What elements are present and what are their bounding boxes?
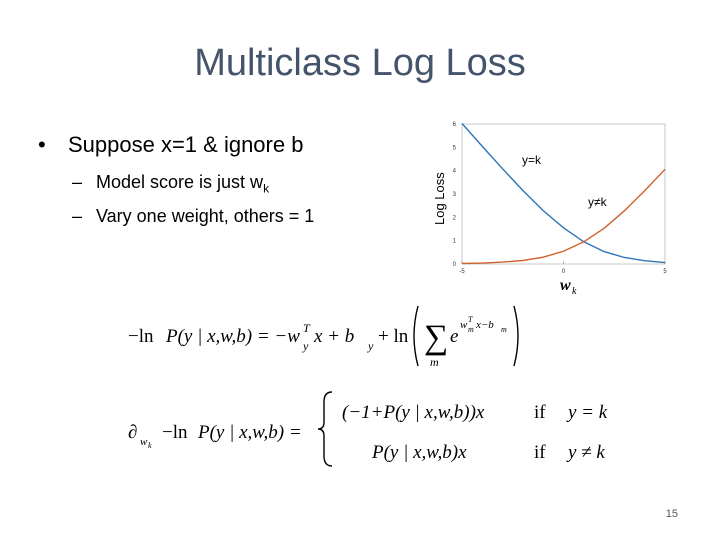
exp-w: w [460, 319, 468, 331]
case-1-condition: y = k [568, 402, 608, 423]
exp-rest-sub: m [501, 325, 507, 334]
formula-mid: x + b [314, 326, 355, 347]
case-1-if: if [534, 402, 546, 423]
bullet-text: Suppose x=1 & ignore b [68, 132, 304, 157]
sum-index: m [430, 355, 439, 369]
exp-base: e [450, 326, 459, 347]
formula-neg-ln: −ln [162, 422, 188, 443]
subscript: k [263, 181, 270, 196]
series-line-y-equals-k [462, 124, 665, 263]
log-loss-chart [436, 114, 676, 304]
dash-icon: – [72, 172, 83, 192]
x-tick-label: 5 [663, 269, 667, 275]
x-tick-label: -5 [459, 269, 465, 275]
case-2-expression: P(y | x,w,b)x [372, 442, 467, 463]
formula-sub: y [368, 339, 374, 353]
exp-sup: T [468, 315, 473, 324]
chart-x-axis-label-subscript: k [572, 286, 577, 297]
series-line-y-not-k [462, 169, 665, 263]
y-tick-label: 5 [452, 145, 456, 152]
y-tick-label: 0 [452, 262, 456, 268]
sub-bullet-model-score [72, 172, 418, 196]
sub-bullet-vary-weight [72, 206, 418, 227]
paren-right-icon [514, 306, 518, 366]
case-1-expression: (−1+P(y | x,w,b))x [342, 402, 485, 423]
y-tick-label: 1 [452, 238, 456, 245]
sub-bullet-text: Model score is just w [96, 172, 264, 192]
sub-bullet-text: Vary one weight, others = 1 [96, 205, 315, 226]
formula-gradient [128, 388, 628, 470]
y-tick-label: 2 [452, 215, 456, 222]
brace-icon [318, 392, 332, 466]
sum-icon: ∑ [424, 319, 449, 356]
chart-svg [436, 114, 676, 304]
paren-left-icon [414, 306, 418, 366]
dash-icon: – [72, 205, 83, 226]
bullet-dot-icon: • [38, 132, 46, 157]
exp-sub: m [468, 325, 474, 334]
y-tick-label: 6 [452, 122, 456, 128]
case-2-if: if [534, 442, 546, 463]
annotation-y-not-k: y≠k [588, 195, 607, 209]
partial-subsub: k [148, 441, 152, 450]
formula-lhs: P(y | x,w,b) = −w [166, 326, 300, 347]
bullet-item [38, 132, 418, 158]
page-number: 15 [665, 508, 678, 520]
partial-icon: ∂ [128, 422, 138, 443]
y-tick-label: 3 [452, 192, 456, 198]
formula-log-loss [128, 300, 528, 370]
plot-frame [462, 124, 665, 264]
x-tick-label: 0 [561, 269, 566, 275]
annotation-y-equals-k: y=k [522, 153, 542, 167]
chart-y-axis-label: Log Loss [432, 172, 447, 225]
formula-neg-ln: −ln [128, 326, 154, 347]
chart-x-axis-label: w [560, 277, 571, 294]
exp-rest: x−b [476, 319, 494, 331]
formula-plus-ln: + ln [378, 326, 409, 347]
formula-lhs: P(y | x,w,b) = [198, 422, 302, 443]
case-2-condition: y ≠ k [568, 442, 605, 463]
y-tick-label: 4 [452, 168, 456, 175]
slide-title: Multiclass Log Loss [194, 42, 526, 84]
formula-sup: T [303, 321, 310, 335]
partial-sub: w [140, 436, 148, 448]
bullet-list [38, 132, 418, 227]
formula-sub: y [303, 339, 309, 353]
